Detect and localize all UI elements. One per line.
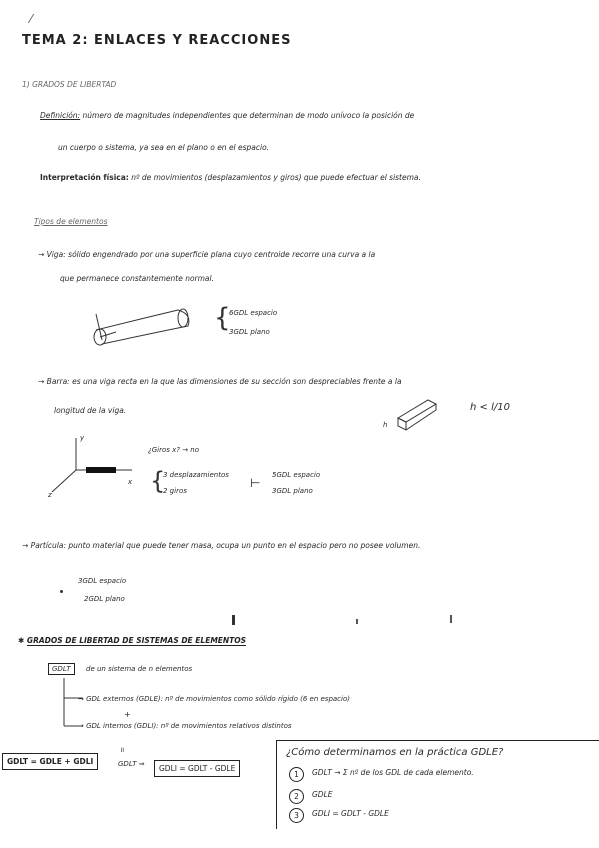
golt-inline: GDLT	[118, 760, 137, 768]
page-title: TEMA 2: ENLACES Y REACCIONES	[22, 33, 292, 48]
corner-mark: ⁄	[30, 12, 33, 26]
desplazamientos: 3 desplazamientos	[163, 471, 229, 479]
section2-line	[18, 636, 246, 645]
interpretation-label: Interpretación física:	[40, 173, 129, 182]
section-heading-gdl: 1) GRADOS DE LIBERTAD	[22, 80, 117, 89]
barra-ratio: h < l/10	[470, 402, 510, 413]
axis-y-label: y	[80, 434, 85, 442]
dof-brace: {	[150, 467, 166, 495]
axis-x-label: x	[128, 478, 133, 486]
viga-text1: sólido engendrado por una superficie plana cuyo centroide recorre una curva a la	[68, 250, 376, 259]
giros: 2 giros	[163, 487, 187, 495]
barra-sketch	[388, 396, 448, 436]
types-heading: Tipos de elementos	[34, 217, 108, 226]
particula-gdl-espacio: 3GDL espacio	[78, 577, 127, 585]
step1-text: GDLT → Σ nº de los GDL de cada elemento.	[312, 768, 474, 777]
particula-line: → Partícula: punto material que puede tener masa, ocupa un punto en el espacio pero no posee volumen.	[22, 541, 421, 550]
barra-text1: es una viga recta en la que las dimensiones de su sección son despreciables frente a la	[72, 377, 402, 386]
viga-line1: → Viga: sólido engendrado por una superficie plana cuyo centroide recorre una curva a la	[38, 250, 376, 259]
interpretation-text: nº de movimientos (desplazamientos y giros) que puede efectuar el sistema.	[131, 173, 421, 182]
formula-goli: GDLI = GDLT - GDLE	[154, 760, 240, 777]
goli-description: → GDL internos (GDLI): nº de movimientos relativos distintos	[78, 722, 292, 730]
giros-question: ¿Giros x? → no	[148, 446, 200, 454]
viga-text2: que permanece constantemente normal.	[60, 274, 214, 283]
viga-brace: {	[214, 303, 231, 333]
viga-sketch	[88, 300, 198, 356]
definition-line1	[40, 111, 414, 120]
step3-text: GDLI = GDLT - GDLE	[312, 809, 389, 818]
golt-description: de un sistema de n elementos	[86, 665, 193, 673]
viga-gdl-plano: 3GDL plano	[229, 328, 270, 336]
barra-gdl-espacio: 5GDL espacio	[272, 471, 321, 479]
practice-question: ¿Cómo determinamos en la práctica GDLE?	[286, 747, 504, 758]
barra-label: Barra:	[46, 377, 70, 386]
barra-line1: → Barra: es una viga recta en la que las dimensiones de su sección son despreciables frente a la	[38, 377, 402, 386]
step3-number: 3	[289, 808, 304, 823]
star-icon: ✱	[18, 636, 25, 645]
goli-text: GDL internos (GDLI): nº de movimientos relativos distintos	[86, 722, 292, 730]
barra-gdl-plano: 3GDL plano	[272, 487, 313, 495]
viga-gdl-espacio: 6GDL espacio	[229, 309, 278, 317]
particula-label: Partícula:	[30, 541, 66, 550]
barra-h-label: h	[383, 421, 388, 429]
particula-text: punto material que puede tener masa, ocupa un punto en el espacio pero no posee volumen.	[68, 541, 421, 550]
definition-text1: número de magnitudes independientes que determinan de modo unívoco la posición de	[82, 111, 415, 120]
golt-box: GDLT	[48, 663, 75, 675]
plus-mark: +	[124, 710, 131, 719]
stray-mark	[356, 619, 358, 624]
definition-label: Definición:	[40, 111, 81, 120]
bullet-dot	[60, 590, 63, 593]
formula-golt: GDLT = GDLE + GDLI	[2, 753, 98, 770]
definition-line2: un cuerpo o sistema, ya sea en el plano o en el espacio.	[58, 143, 270, 152]
stray-mark	[232, 615, 235, 625]
particula-gdl-plano: 2GDL plano	[84, 595, 125, 603]
step1-number: 1	[289, 767, 304, 782]
section2-heading: GRADOS DE LIBERTAD DE SISTEMAS DE ELEMENTOS	[26, 636, 247, 645]
step2-text: GDLE	[312, 790, 333, 799]
step2-number: 2	[289, 789, 304, 804]
equals-mark: ॥	[120, 746, 125, 754]
stray-mark	[450, 615, 452, 623]
formula-arrow-label: GDLT ⇒	[118, 760, 145, 768]
axes-sketch	[40, 430, 140, 500]
axis-z-label: z	[48, 491, 52, 499]
viga-label: Viga:	[46, 250, 66, 259]
gole-text: GDL externos (GDLE): nº de movimientos como sólido rígido (6 en espacio)	[86, 695, 350, 703]
interpretation-line	[40, 173, 421, 182]
gole-description: → GDL externos (GDLE): nº de movimientos como sólido rígido (6 en espacio)	[78, 695, 350, 703]
arrow-glyph: ⊢	[250, 476, 261, 490]
barra-text2: longitud de la viga.	[54, 406, 127, 415]
